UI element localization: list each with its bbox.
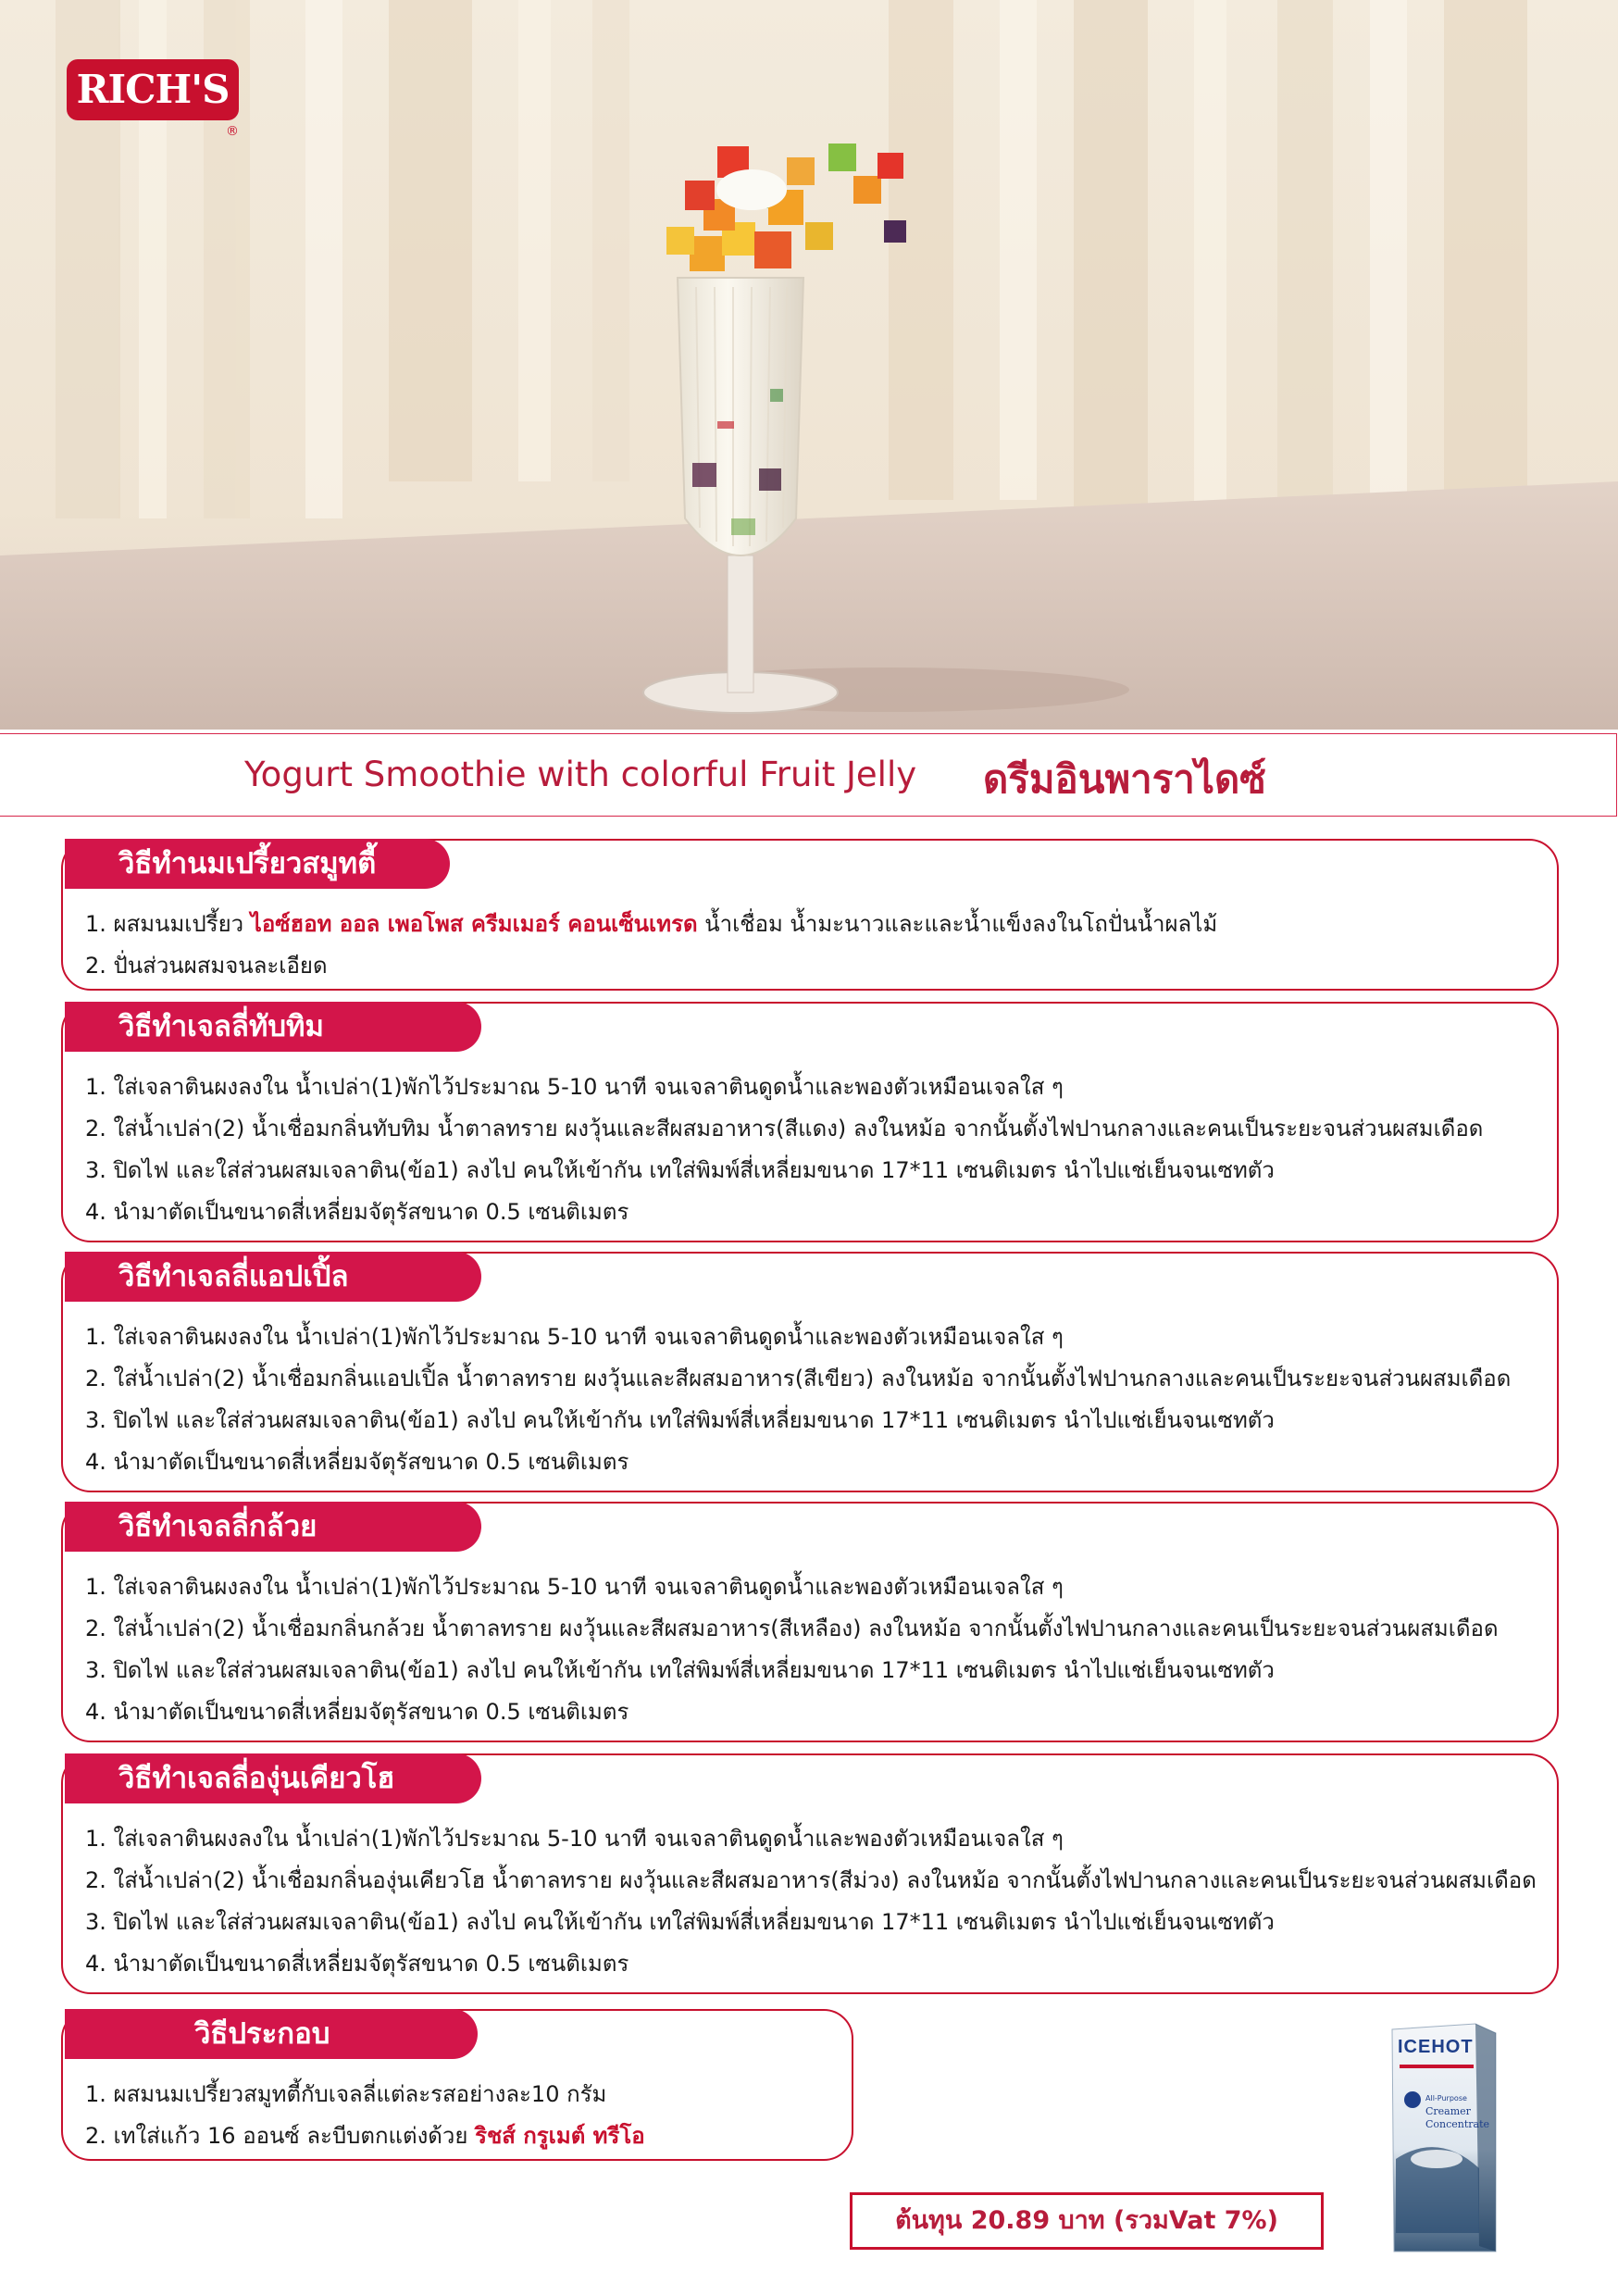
section-heading: วิธีทำเจลลี่ทับทิม (65, 1002, 481, 1052)
step-item: 4. นำมาตัดเป็นขนาดสี่เหลี่ยมจัตุรัสขนาด 0.5 เซนติเมตร (85, 1199, 629, 1225)
step-item: 2. ใส่น้ำเปล่า(2) น้ำเชื่อมกลิ่นแอปเปิ้ล น้ำตาลทราย ผงวุ้นและสีผสมอาหาร(สีเขียว) ลงในหม้อ จากนั้นตั้งไฟปานกลางและคนเป็นระยะจนส่วนผสมเดือด (85, 1366, 1512, 1391)
section-apple-jelly (61, 1252, 1559, 1492)
step-item (85, 945, 1546, 987)
section-heading: วิธีทำเจลลี่แอปเปิ้ล (65, 1252, 481, 1302)
section-assembly (61, 2009, 853, 2161)
step-list (85, 2074, 840, 2157)
step-item: 4. นำมาตัดเป็นขนาดสี่เหลี่ยมจัตุรัสขนาด 0.5 เซนติเมตร (85, 1951, 629, 1977)
smoothie-photo-illustration (0, 0, 1618, 730)
section-ruby-jelly (61, 1002, 1559, 1242)
hero-photo (0, 0, 1618, 730)
step-item: 4. นำมาตัดเป็นขนาดสี่เหลี่ยมจัตุรัสขนาด 0.5 เซนติเมตร (85, 1699, 629, 1725)
section-heading: วิธีทำนมเปรี้ยวสมูทตี้ (65, 839, 450, 889)
step-text: 2. เทใส่แก้ว 16 ออนซ์ ละบีบตกแต่งด้วย (85, 2123, 476, 2149)
product-highlight: ไอซ์ฮอท ออล เพอโพส ครีมเมอร์ คอนเซ็นเทรด (250, 911, 698, 937)
step-text: 1. ผสมนมเปรี้ยว (85, 911, 251, 937)
section-kyoho-grape-jelly (61, 1753, 1559, 1994)
step-item: 2. ใส่น้ำเปล่า(2) น้ำเชื่อมกลิ่นองุ่นเคียวโฮ น้ำตาลทราย ผงวุ้นและสีผสมอาหาร(สีม่วง) ลงในหม้อ จากนั้นตั้งไฟปานกลางและคนเป็นระยะจนส่วนผสมเดือด (85, 1867, 1537, 1893)
section-banana-jelly (61, 1502, 1559, 1742)
step-item: 1. ใส่เจลาตินผงลงใน น้ำเปล่า(1)พักไว้ประมาณ 5-10 นาที จนเจลาตินดูดน้ำและพองตัวเหมือนเจลใส ๆ (85, 1826, 1064, 1852)
product-name: ICEHOT (1398, 2037, 1474, 2057)
registered-mark: ® (226, 124, 239, 139)
step-item: 1. ใส่เจลาตินผงลงใน น้ำเปล่า(1)พักไว้ประมาณ 5-10 นาที จนเจลาตินดูดน้ำและพองตัวเหมือนเจลใส ๆ (85, 1074, 1064, 1100)
section-heading: วิธีทำเจลลี่องุ่นเคียวโฮ (65, 1753, 481, 1803)
step-text: 1. ผสมนมเปรี้ยวสมูทตี้กับเจลลี่แต่ละรสอย่างละ10 กรัม (85, 2081, 607, 2107)
section-yogurt-smoothie (61, 839, 1559, 991)
step-item: 3. ปิดไฟ และใส่ส่วนผสมเจลาติน(ข้อ1) ลงไป คนให้เข้ากัน เทใส่พิมพ์สี่เหลี่ยมขนาด 17*11 เซนติเมตร นำไปแช่เย็นจนเซทตัว (85, 1909, 1275, 1935)
step-text-tail: น้ำเชื่อม น้ำมะนาวและและน้ำแข็งลงในโถปั่นน้ำผลไม้ (697, 911, 1218, 937)
product-line1: All-Purpose (1425, 2094, 1467, 2103)
step-item: 2. ใส่น้ำเปล่า(2) น้ำเชื่อมกลิ่นกล้วย น้ำตาลทราย ผงวุ้นและสีผสมอาหาร(สีเหลือง) ลงในหม้อ จากนั้นตั้งไฟปานกลางและคนเป็นระยะจนส่วนผสมเดือด (85, 1616, 1499, 1641)
step-item: 3. ปิดไฟ และใส่ส่วนผสมเจลาติน(ข้อ1) ลงไป คนให้เข้ากัน เทใส่พิมพ์สี่เหลี่ยมขนาด 17*11 เซนติเมตร นำไปแช่เย็นจนเซทตัว (85, 1407, 1275, 1433)
step-item (85, 2115, 840, 2157)
icehot-creamer-pack (1383, 2020, 1500, 2255)
title-thai: ดรีมอินพาราไดซ์ (983, 756, 1266, 802)
step-item: 2. ใส่น้ำเปล่า(2) น้ำเชื่อมกลิ่นทับทิม น้ำตาลทราย ผงวุ้นและสีผสมอาหาร(สีแดง) ลงในหม้อ จากนั้นตั้งไฟปานกลางและคนเป็นระยะจนส่วนผสมเดือด (85, 1116, 1484, 1142)
section-heading: วิธีประกอบ (65, 2009, 478, 2059)
riches-logo: RICH'S (67, 59, 239, 120)
step-item: 1. ใส่เจลาตินผงลงใน น้ำเปล่า(1)พักไว้ประมาณ 5-10 นาที จนเจลาตินดูดน้ำและพองตัวเหมือนเจลใส ๆ (85, 1324, 1064, 1350)
step-item (85, 904, 1546, 945)
step-list (85, 1566, 1546, 1733)
product-line2: Creamer (1425, 2105, 1471, 2117)
step-list (85, 1067, 1546, 1233)
section-heading: วิธีทำเจลลี่กล้วย (65, 1502, 481, 1552)
step-item: 3. ปิดไฟ และใส่ส่วนผสมเจลาติน(ข้อ1) ลงไป คนให้เข้ากัน เทใส่พิมพ์สี่เหลี่ยมขนาด 17*11 เซนติเมตร นำไปแช่เย็นจนเซทตัว (85, 1657, 1275, 1683)
product-highlight: ริชส์ กรูเมต์ ทรีโอ (475, 2123, 645, 2149)
step-item: 4. นำมาตัดเป็นขนาดสี่เหลี่ยมจัตุรัสขนาด 0.5 เซนติเมตร (85, 1449, 629, 1475)
step-item: 1. ใส่เจลาตินผงลงใน น้ำเปล่า(1)พักไว้ประมาณ 5-10 นาที จนเจลาตินดูดน้ำและพองตัวเหมือนเจลใส ๆ (85, 1574, 1064, 1600)
title-bar (0, 733, 1617, 817)
step-list (85, 1316, 1546, 1483)
step-text: 2. ปั่นส่วนผสมจนละเอียด (85, 953, 328, 979)
step-list (85, 1818, 1546, 1985)
step-item (85, 2074, 840, 2115)
step-item: 3. ปิดไฟ และใส่ส่วนผสมเจลาติน(ข้อ1) ลงไป คนให้เข้ากัน เทใส่พิมพ์สี่เหลี่ยมขนาด 17*11 เซนติเมตร นำไปแช่เย็นจนเซทตัว (85, 1157, 1275, 1183)
step-list (85, 904, 1546, 987)
product-line3: Concentrate (1425, 2118, 1490, 2130)
cost-box: ต้นทุน 20.89 บาท (รวมVat 7%) (850, 2192, 1324, 2250)
title-english: Yogurt Smoothie with colorful Fruit Jelly (244, 755, 917, 794)
